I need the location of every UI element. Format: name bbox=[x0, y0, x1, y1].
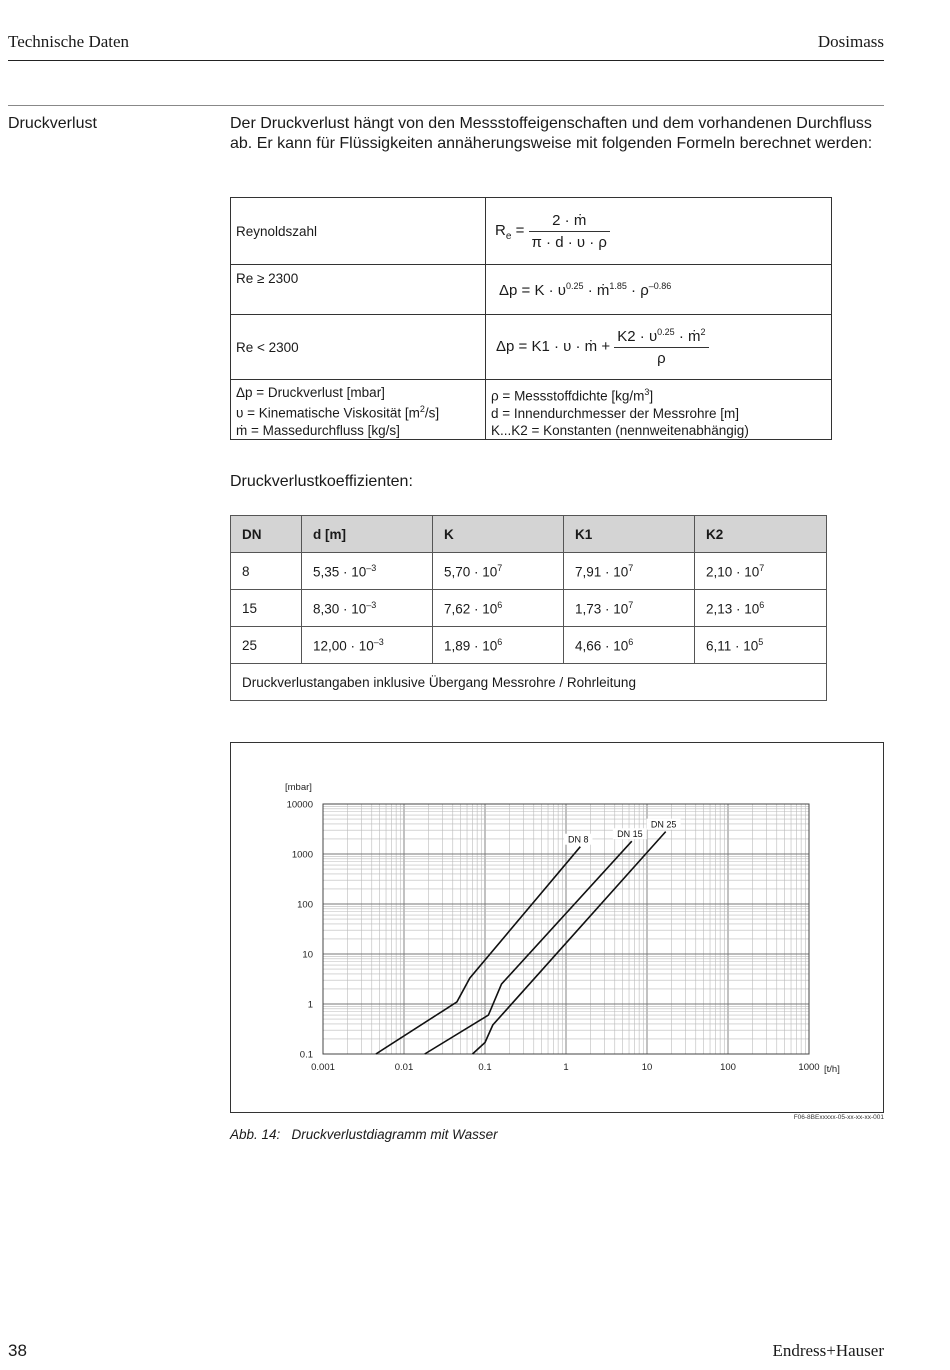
coef-value: 8 bbox=[242, 563, 250, 579]
coef-exponent: 6 bbox=[497, 599, 503, 610]
coef-value: 1,73 · 10 bbox=[575, 601, 629, 617]
re-subscript: e bbox=[505, 230, 512, 242]
coef-header-cell: K1 bbox=[564, 516, 695, 553]
x-tick-label: 0.001 bbox=[311, 1062, 335, 1073]
coef-cell bbox=[695, 590, 827, 627]
coef-exponent: 7 bbox=[628, 562, 634, 573]
coef-exponent: 6 bbox=[628, 636, 634, 647]
series-line bbox=[425, 841, 632, 1054]
f2-exp1: 0.25 bbox=[566, 280, 584, 291]
legend-constants: K...K2 = Konstanten (nennweitenabhängig) bbox=[491, 422, 749, 438]
x-tick-label: 10 bbox=[641, 1062, 653, 1073]
legend-mass-flow: ṁ = Massedurchfluss [kg/s] bbox=[236, 422, 400, 438]
coef-value: 15 bbox=[242, 600, 258, 616]
coef-exponent: 7 bbox=[759, 562, 765, 573]
x-tick-label: 0.01 bbox=[394, 1062, 414, 1073]
coef-cell bbox=[433, 553, 564, 590]
re-denominator: π · d · υ · ρ bbox=[529, 231, 610, 251]
coef-title: Druckverlustkoeffizienten: bbox=[230, 473, 413, 490]
series-line bbox=[376, 847, 580, 1054]
formula-row-laminar bbox=[231, 315, 832, 380]
f3-num-exp2: 2 bbox=[700, 327, 706, 337]
coef-header-row bbox=[231, 516, 827, 553]
f2-exp3: –0.86 bbox=[648, 280, 672, 291]
coef-cell bbox=[564, 590, 695, 627]
coef-exponent: –3 bbox=[373, 636, 384, 647]
header-section-title: Technische Daten bbox=[8, 32, 130, 51]
coef-value: 2,13 · 10 bbox=[706, 601, 760, 617]
series-label: DN 8 bbox=[568, 834, 589, 845]
coef-value: 12,00 · 10 bbox=[313, 638, 374, 654]
coef-exponent: 6 bbox=[497, 636, 503, 647]
y-axis-label: [mbar] bbox=[285, 782, 312, 793]
coef-note: Druckverlustangaben inklusive Übergang Messrohre / Rohrleitung bbox=[231, 664, 827, 701]
coef-exponent: –3 bbox=[366, 599, 377, 610]
header-product-name: Dosimass bbox=[817, 32, 884, 51]
coef-row bbox=[231, 627, 827, 664]
coef-value: 5,35 · 10 bbox=[313, 564, 367, 580]
coef-exponent: 6 bbox=[759, 599, 765, 610]
legend-density-text: ρ = Messstoffdichte [kg/m bbox=[491, 388, 645, 404]
formula-row-reynolds bbox=[231, 198, 832, 265]
coef-value: 4,66 · 10 bbox=[575, 638, 629, 654]
coef-row bbox=[231, 553, 827, 590]
coef-cell bbox=[564, 627, 695, 664]
f3-fraction bbox=[614, 327, 708, 367]
coef-cell bbox=[302, 590, 433, 627]
brand-name: Endress+Hauser bbox=[772, 1341, 884, 1360]
coef-value: 2,10 · 10 bbox=[706, 564, 760, 580]
coef-exponent: 7 bbox=[497, 562, 503, 573]
legend-diameter: d = Innendurchmesser der Messrohre [m] bbox=[491, 405, 739, 421]
coef-value: 6,11 · 10 bbox=[706, 638, 759, 654]
coef-note-row bbox=[231, 664, 827, 701]
coef-cell bbox=[433, 590, 564, 627]
series-label: DN 15 bbox=[617, 829, 643, 840]
f3-num-exp: 0.25 bbox=[657, 327, 675, 337]
series-label: DN 25 bbox=[650, 819, 677, 830]
coef-exponent: 5 bbox=[758, 636, 764, 647]
re-symbol: R bbox=[495, 221, 506, 239]
figure-id: F06-8BExxxxx-05-xx-xx-xx-001 bbox=[793, 1114, 884, 1121]
coef-cell bbox=[695, 553, 827, 590]
header-rule bbox=[8, 60, 884, 61]
section-rule bbox=[8, 105, 884, 106]
coef-cell bbox=[231, 553, 302, 590]
legend-density-sup: 3 bbox=[644, 387, 650, 397]
y-tick-label: 1000 bbox=[291, 849, 313, 861]
formula-label-reynolds: Reynoldszahl bbox=[231, 198, 486, 265]
f3-num-a: K2 · υ bbox=[617, 328, 658, 345]
x-tick-label: 1 bbox=[563, 1062, 569, 1073]
formula-label-turbulent: Re ≥ 2300 bbox=[231, 265, 486, 315]
page-number: 38 bbox=[8, 1341, 27, 1360]
figure-caption: Abb. 14: Druckverlustdiagramm mit Wasser bbox=[230, 1127, 498, 1142]
legend-density bbox=[491, 384, 826, 405]
coef-exponent: –3 bbox=[366, 562, 377, 573]
legend-left bbox=[231, 380, 486, 440]
f2-tail: · ρ bbox=[626, 281, 649, 299]
formula-reynolds: $R_e$ = $\frac{\text{2 · ṁ}}{\pi \cdot d \cdot \upsilon \cdot \rho}$ bbox=[486, 198, 832, 265]
formula-legend-row bbox=[231, 380, 832, 440]
x-tick-label: 1000 bbox=[798, 1062, 820, 1073]
y-tick-label: 0.1 bbox=[299, 1049, 313, 1061]
coef-table bbox=[230, 515, 827, 701]
coef-value: 7,91 · 10 bbox=[575, 564, 629, 580]
f2-base: Δp = K · υ bbox=[499, 281, 566, 299]
f3-num-b: · ṁ bbox=[674, 328, 701, 345]
coef-header-cell: K2 bbox=[695, 516, 827, 553]
coef-header-cell: d [m] bbox=[302, 516, 433, 553]
coef-header-cell: K bbox=[433, 516, 564, 553]
coef-cell bbox=[433, 627, 564, 664]
re-numerator: 2 · ṁ bbox=[552, 211, 587, 229]
section-intro: Der Druckverlust hängt von den Messstoffeigenschaften und dem vorhandenen Durchfluss ab. Er kann für Flüssigkeiten annäherungsweise mit folgenden Formeln berechnet werden: bbox=[230, 115, 873, 152]
coef-value: 7,62 · 10 bbox=[444, 601, 498, 617]
coef-value: 25 bbox=[242, 637, 258, 653]
coef-value: 1,89 · 10 bbox=[444, 638, 498, 654]
legend-right bbox=[486, 380, 832, 440]
coef-cell bbox=[302, 553, 433, 590]
legend-viscosity-text: υ = Kinematische Viskosität [m bbox=[236, 405, 420, 421]
pressure-loss-chart bbox=[231, 743, 883, 1112]
coef-exponent: 7 bbox=[628, 599, 634, 610]
coef-cell bbox=[231, 590, 302, 627]
x-tick-label: 100 bbox=[720, 1062, 736, 1073]
legend-density-tail: ] bbox=[649, 388, 654, 404]
legend-viscosity bbox=[236, 401, 480, 422]
coef-cell bbox=[302, 627, 433, 664]
legend-viscosity-sup: 2 bbox=[419, 404, 425, 414]
chart-frame bbox=[230, 742, 884, 1113]
f2-exp2: 1.85 bbox=[609, 280, 627, 291]
coef-header-cell: DN bbox=[231, 516, 302, 553]
formula-table bbox=[230, 197, 832, 440]
coef-body bbox=[231, 553, 827, 664]
re-fraction bbox=[529, 212, 610, 251]
f3-denominator: ρ bbox=[614, 347, 708, 367]
coef-cell bbox=[564, 553, 695, 590]
coef-value: 8,30 · 10 bbox=[313, 601, 367, 617]
coef-value: 5,70 · 10 bbox=[444, 564, 498, 580]
section-title: Druckverlust bbox=[8, 115, 97, 132]
y-tick-label: 100 bbox=[297, 899, 313, 911]
f3-lhs: Δp = K1 · υ · ṁ + bbox=[496, 337, 611, 355]
y-tick-label: 1 bbox=[307, 999, 313, 1011]
coef-row bbox=[231, 590, 827, 627]
f2-mid: · ṁ bbox=[583, 281, 610, 299]
formula-label-laminar: Re < 2300 bbox=[231, 315, 486, 380]
formula-laminar bbox=[486, 315, 832, 380]
f3-numerator bbox=[614, 327, 708, 347]
x-axis-label: [t/h] bbox=[824, 1064, 840, 1075]
coef-cell bbox=[695, 627, 827, 664]
formula-turbulent bbox=[486, 265, 832, 315]
legend-viscosity-tail: /s] bbox=[424, 405, 440, 421]
legend-delta-p: Δp = Druckverlust [mbar] bbox=[236, 385, 385, 400]
formula-row-turbulent bbox=[231, 265, 832, 315]
x-tick-label: 0.1 bbox=[478, 1062, 492, 1073]
coef-cell bbox=[231, 627, 302, 664]
y-tick-label: 10 bbox=[302, 949, 313, 961]
y-tick-label: 10000 bbox=[286, 799, 313, 811]
